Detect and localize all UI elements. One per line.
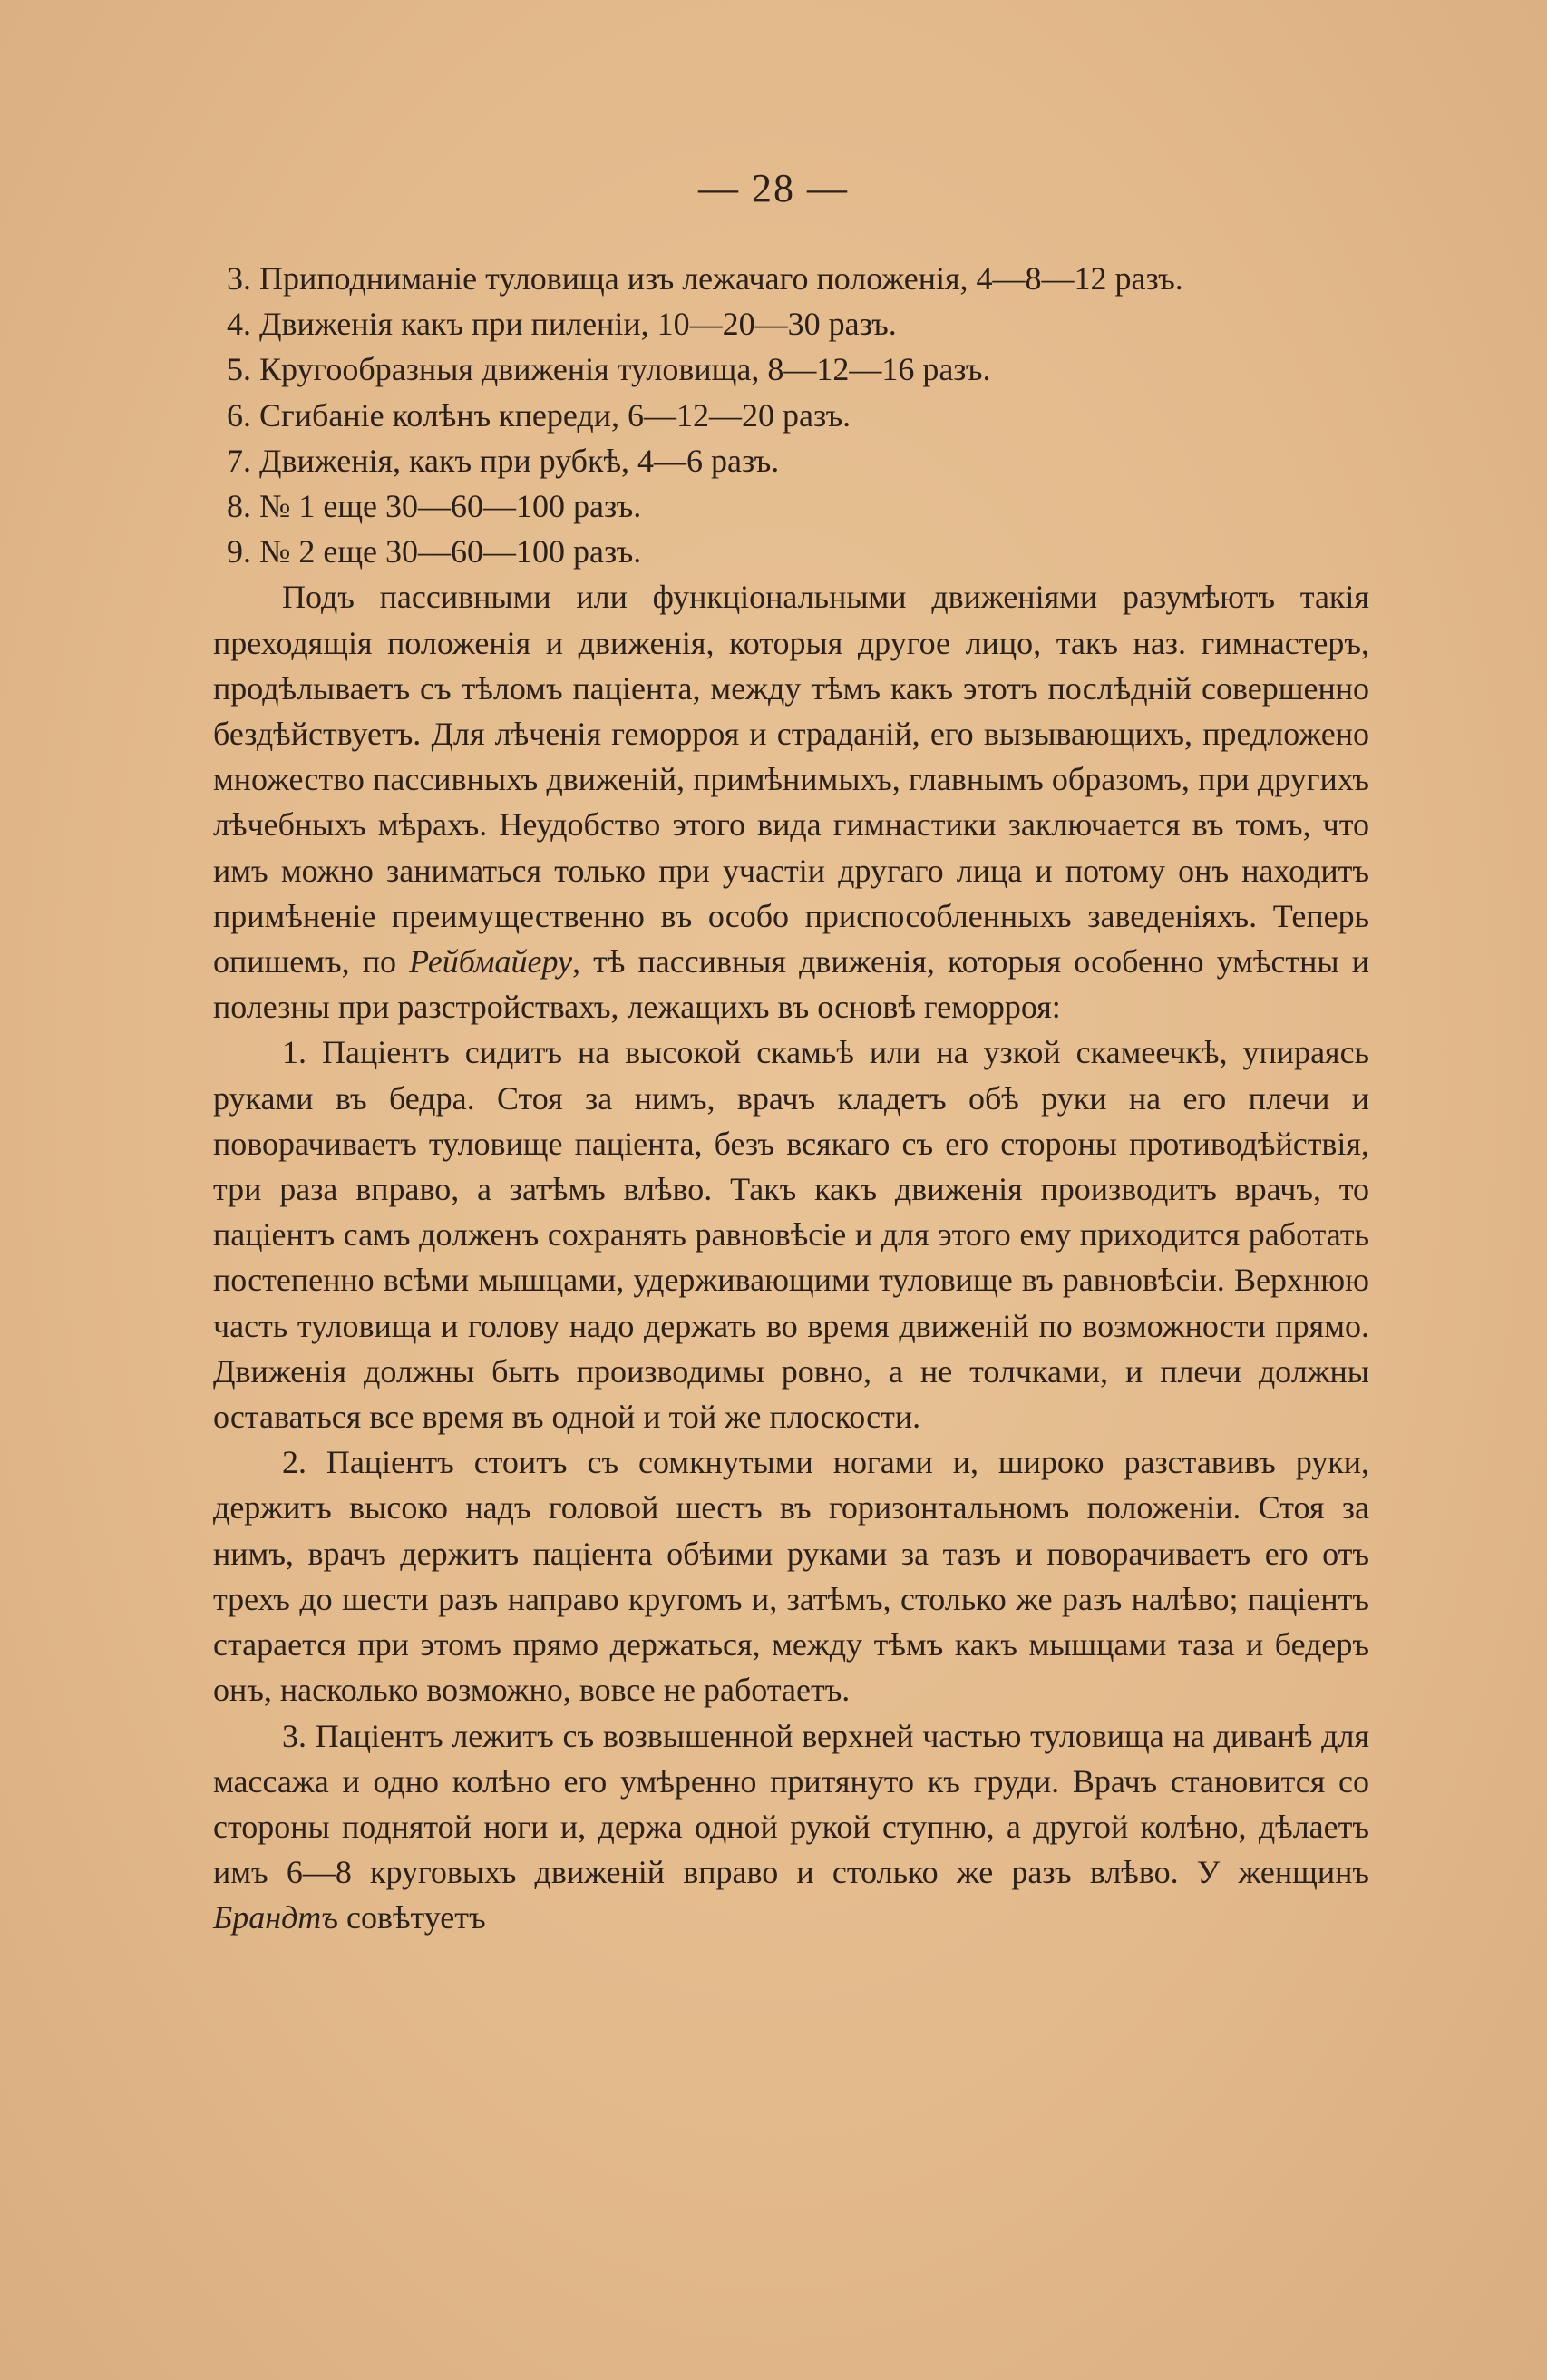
page-number: — 28 — xyxy=(698,166,849,210)
list-item-5: 5. Кругообразныя движенія туловища, 8—12—16 разъ. xyxy=(227,351,991,388)
author-name: Рейбмайеру xyxy=(409,943,572,980)
paragraph-exercise-2: 2. Паціентъ стоитъ съ сомкнутыми ногами и, широко разставивъ руки, держитъ высоко надъ головой шестъ въ горизонтальномъ положеніи. Стоя за нимъ, врачъ держитъ паціента обѣими руками за тазъ и поворачиваетъ его отъ трехъ до шести разъ направо кругомъ и, затѣмъ, столько же разъ налѣво; паціентъ старается при этомъ прямо держаться, между тѣмъ какъ мышцами таза и бедеръ онъ, насколько возможно, вовсе не работаетъ. xyxy=(213,1444,1369,1709)
author-name: Брандтъ xyxy=(213,1899,338,1936)
paragraph-text: совѣтуетъ xyxy=(338,1899,486,1936)
paragraph-text: Подъ пассивными или функціональными движеніями разумѣютъ такія преходящія положенія и движенія, которыя другое лицо, такъ наз. гимнастеръ, продѣлываетъ съ тѣломъ паціента, между тѣмъ какъ этотъ послѣдній совершенно бездѣйствуетъ. Для лѣченія геморроя и страданій, его вызывающихъ, предложено множество пассивныхъ движеній, примѣнимыхъ, главнымъ образомъ, при другихъ лѣчебныхъ мѣрахъ. Неудобство этого вида гимнастики заключается въ томъ, что имъ можно заниматься только при участіи другаго лица и потому онъ находитъ примѣненіе преимущественно въ особо приспособленныхъ заведеніяхъ. Теперь опишемъ, по xyxy=(213,579,1369,980)
paragraph-passive-movements xyxy=(213,574,1369,1029)
list-item-7: 7. Движенія, какъ при рубкѣ, 4—6 разъ. xyxy=(227,442,780,479)
list-item-9: 9. № 2 еще 30—60—100 разъ. xyxy=(227,533,642,571)
paragraph-text: 3. Паціентъ лежитъ съ возвышенной верхней частью туловища на диванѣ для массажа и одно колѣно его умѣренно притянуто къ груди. Врачъ становится со стороны поднятой ноги и, держа одной рукой ступню, а другой колѣно, дѣлаетъ имъ 6—8 круговыхъ движеній вправо и столько же разъ влѣво. У женщинъ xyxy=(213,1717,1369,1891)
list-item-6: 6. Сгибаніе колѣнъ кпереди, 6—12—20 разъ. xyxy=(227,396,851,434)
page-text xyxy=(213,256,1369,1941)
list-item-8: 8. № 1 еще 30—60—100 разъ. xyxy=(227,488,642,525)
list-item-3: 3. Приподниманіе туловища изъ лежачаго положенія, 4—8—12 разъ. xyxy=(227,260,1183,297)
list-item-4: 4. Движенія какъ при пиленіи, 10—20—30 разъ. xyxy=(227,306,897,343)
paragraph-exercise-1: 1. Паціентъ сидитъ на высокой скамьѣ или на узкой скамеечкѣ, упираясь руками въ бедра. Стоя за нимъ, врачъ кладетъ обѣ руки на его плечи и поворачиваетъ туловище паціента, безъ всякаго съ его стороны противодѣйствія, три раза вправо, а затѣмъ влѣво. Такъ какъ движенія производитъ врачъ, то паціентъ самъ долженъ сохранять равновѣсіе и для этого ему приходится работать постепенно всѣми мышцами, удерживающими туловище въ равновѣсіи. Верхнюю часть туловища и голову надо держать во время движеній по возможности прямо. Движенія должны быть производимы ровно, а не толчками, и плечи должны оставаться все время въ одной и той же плоскости. xyxy=(213,1034,1369,1436)
paragraph-exercise-3 xyxy=(213,1713,1369,1941)
paragraph-text: , тѣ пассивныя движенія, которыя особенно умѣстны и полезны при разстройствахъ, лежащихъ въ основѣ геморроя: xyxy=(213,943,1369,1026)
